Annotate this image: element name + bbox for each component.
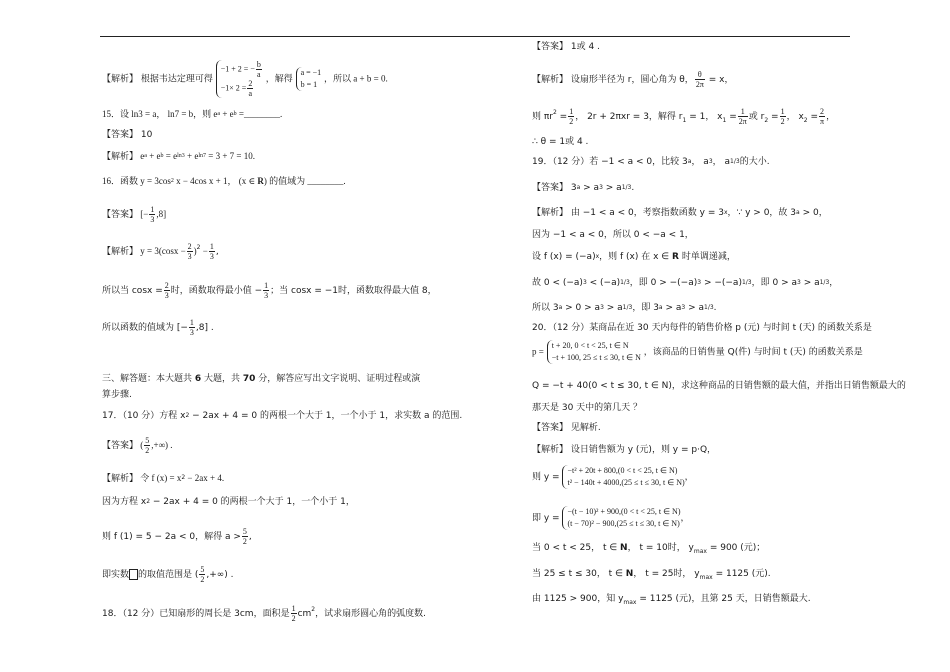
solution-18: 【解析】 设扇形半径为 r，圆心角为 θ， $\frac{\theta}{2\pi}$ = x， (532, 70, 734, 89)
solution-20-line2: 则 y = −t² + 20t + 800,(0 < t < 25, t ∈ N) t² − 140t + 4000,(25 ≤ t ≤ 30, t ∈ N) ， (532, 466, 694, 487)
solution-16-line2: 所以当 cosx = $\frac{2}{3}$ 时，函数取得最小值 − $\frac{1}{3}$ ；当 cosx = −1时，函数取得最大值 8， (102, 281, 437, 300)
answer-18: 【答案】 1或 4 . (532, 42, 600, 52)
question-18: 18．（12 分）已知扇形的周长是 3cm，面积是 $\frac{1}{2}$ $cm^2$，试求扇形圆心角的弧度数. (102, 604, 426, 623)
solution-17: 【解析】 令 f $(x) = x^2 - 2ax + 4$. (102, 473, 225, 484)
question-19: 19．（12 分）若 −1 < a < 0，比较 3$^a$， $a^3$， $a^{1/3}$的大小. (532, 157, 770, 167)
solution-20-line5: 当 25 ≤ t ≤ 30， t ∈ N， t = 25时， $y_{max} = 1125$ (元). (532, 569, 771, 581)
system-brace: −1 + 2 = − $\frac{b}{a}$ −1× 2 = $\frac{2}{a}$ (216, 60, 263, 98)
vertex-brace: −(t − 10)² + 900,(0 < t < 25, t ∈ N) (t − 70)² − 900,(25 ≤ t ≤ 30, t ∈ N) (562, 506, 680, 530)
solution-19: 【解析】 由 −1 < a < 0，考察指数函数 $y = 3^x$，∵ y > 0，故 $3^a > 0$， (532, 208, 828, 218)
question-16: 16．函数 $y = 3\cos^2$ x − 4cos x + 1， (x ∈ R) 的值域为 ________. (102, 176, 346, 186)
solution-17-line3: 则 f (1) = 5 − 2a < 0，解得 a > $\frac{5}{2}$ , (102, 527, 252, 546)
solution-18-line3: ∴ θ = 1或 4 . (532, 137, 589, 147)
solution-17-line4: 即实数 的取值范围是 ( $\frac{5}{2}$ ,+∞) . (102, 565, 234, 584)
answer-17: 【答案】 ( $\frac{5}{2}$ ,+∞) . (102, 436, 173, 455)
question-20-line2: p = t + 20, 0 < t < 25, t ∈ N −t + 100, 25 ≤ t ≤ 30, t ∈ N ，该商品的日销售量 Q(件) 与时间 t (天) 的函数关系是 (532, 341, 863, 362)
solution-20: 【解析】 设日销售额为 y (元)，则 y = p·Q， (532, 445, 717, 455)
answer-20: 【答案】 见解析. (532, 423, 601, 433)
price-brace: t + 20, 0 < t < 25, t ∈ N −t + 100, 25 ≤ t ≤ 30, t ∈ N (547, 340, 641, 364)
solution-17-line2: 因为方程 $x^2 - 2ax + 4 = 0$ 的两根一个大于 1，一个小于 1， (102, 497, 355, 507)
revenue-brace: −t² + 20t + 800,(0 < t < 25, t ∈ N) t² − 140t + 4000,(25 ≤ t ≤ 30, t ∈ N) (562, 465, 684, 489)
solution-20-line3: 即 y = −(t − 10)² + 900,(0 < t < 25, t ∈ N) (t − 70)² − 900,(25 ≤ t ≤ 30, t ∈ N) ， (532, 507, 690, 528)
header-rule (100, 36, 850, 37)
section-3-heading: 三、解答题：本大题共 6 大题，共 70 分，解答应写出文字说明、证明过程或演 (102, 374, 421, 384)
question-20: 20．（12 分）某商品在近 30 天内每件的销售价格 p (元) 与时间 t (天) 的函数关系是 (532, 323, 872, 333)
solution-20-line4: 当 0 < t < 25， t ∈ N， t = 10时， $y_{max} = 900$ (元)； (532, 543, 766, 555)
solution-16-line3: 所以函数的值域为 [− $\frac{1}{3}$ ,8] . (102, 318, 214, 337)
section-3-heading-line2: 算步骤. (102, 390, 132, 400)
result-brace: a = −1 b = 1 (296, 67, 322, 91)
solution-19-line5: 所以 $3^a > 0 > a^3 > a^{1/3}$，即 $3^a > a^3 > a^{1/3}$. (532, 303, 717, 313)
solution-15: 【解析】 $e^a + e^b = e^{ln3} + e^{ln7} = 3 + 7 = 10$. (102, 151, 255, 162)
solution-19-line4: 故 $0 < (-a)^3 < (-a)^{1/3}$，即 $0 > -(-a)^3 > -(-a)^{1/3}$，即 $0 > a^3 > a^{1/3}$， (532, 278, 839, 288)
solution-16: 【解析】 y = 3(cosx − $\frac{2}{3}$ )$^2$ − $\frac{1}{3}$ , (102, 242, 219, 261)
answer-16: 【答案】 [− $\frac{1}{3}$ ,8] (102, 205, 167, 224)
placeholder-box (129, 569, 138, 580)
question-15: 15．设 ln3 = a， ln7 = b，则 $e^a + e^b$ =________. (102, 109, 283, 119)
answer-19: 【答案】 $3^a > a^3 > a^{1/3}$. (532, 183, 635, 193)
question-20-line3: Q = −t + 40(0 < t ≤ 30, t ∈ N)，求这种商品的日销售额的最大值，并指出日销售额最大的 (532, 381, 906, 391)
solution-19-line3: 设 f $(x) = (-a)^x$，则 f (x) 在 x ∈ R 时单调递减， (532, 252, 736, 262)
solution-18-line2: 则 $\pi r^2$ = $\frac{1}{2}$ ， 2r + 2πxr = 3，解得 $r_1 = 1$， $x_1$ = $\frac{1}{2\pi}$ 或 $r_2$ = $\frac{1}{2}$ ， $x_2$ = $\frac{2}{\pi}$ ， (532, 107, 836, 126)
solution-20-line6: 由 1125 > 900，知 $y_{max} = 1125$ (元)，且第 25 天，日销售额最大. (532, 594, 811, 606)
solution-14: 【解析】 根据韦达定理可得 −1 + 2 = − $\frac{b}{a}$ −1× 2 = $\frac{2}{a}$ ，解得 a = −1 b = 1 ，所以 a + b = 0. (102, 60, 388, 98)
question-20-line4: 那天是 30 天中的第几天 ？ (532, 403, 643, 413)
question-17: 17．（10 分）方程 $x^2 - 2ax + 4 = 0$ 的两根一个大于 1，一个小于 1，求实数 a 的范围. (102, 411, 463, 421)
answer-15: 【答案】 10 (102, 130, 153, 140)
solution-19-line2: 因为 −1 < a < 0，所以 0 < −a < 1， (532, 230, 694, 240)
